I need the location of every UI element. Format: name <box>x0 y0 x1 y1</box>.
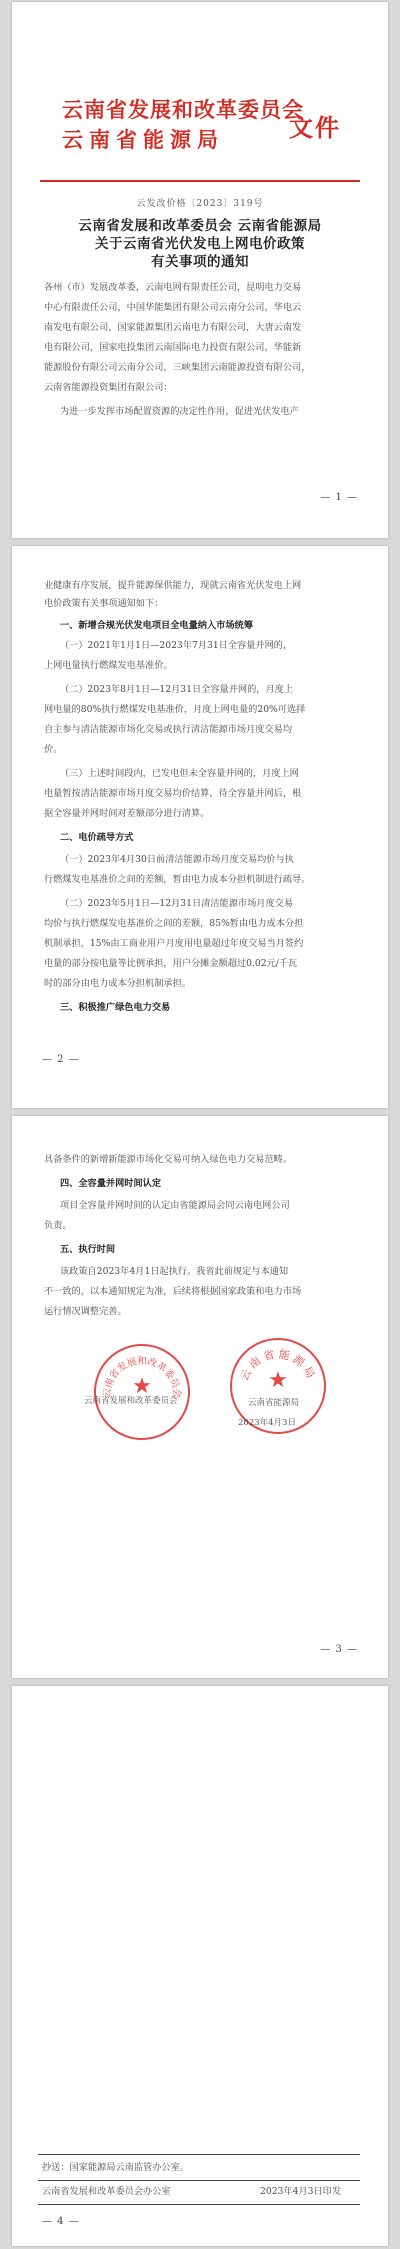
body-line: 自主参与清洁能源市场化交易或执行清洁能源市场月度交易均 <box>44 724 293 735</box>
body-line: 负责。 <box>44 1220 72 1231</box>
red-divider <box>40 180 360 182</box>
seal-star-icon: ★ <box>132 1374 152 1399</box>
document-page-2 <box>12 546 388 1108</box>
intro-line: 为进一步发挥市场配置资源的决定性作用，促进光伏发电产 <box>60 406 299 417</box>
recipient-line: 南发电有限公司，国家能源集团云南电力有限公司，大唐云南发 <box>44 322 302 333</box>
body-line: 项目全容量并网时间的认定由省能源局会同云南电网公司 <box>60 1200 290 1211</box>
body-line: 不一致的，以本通知规定为准，后续将根据国家政策和电力市场 <box>44 1286 302 1297</box>
body-line: （二）2023年8月1日—12月31日全容量并网的，月度上 <box>60 684 294 695</box>
print-date: 2023年4月3日印发 <box>260 2186 342 2197</box>
page-number: — 2 — <box>42 1054 80 1065</box>
page-number: — 3 — <box>320 1644 358 1655</box>
document-page-1 <box>12 2 388 538</box>
issuing-office: 云南省发展和改革委员会办公室 <box>42 2186 171 2197</box>
body-line: 行燃煤发电基准价之间的差额，暂由电力成本分担机制进行疏导。 <box>44 874 311 885</box>
body-line: （一）2023年4月30日前清洁能源市场月度交易均价与执 <box>60 854 294 865</box>
doc-number: 云发改价格〔2023〕319号 <box>136 199 264 209</box>
body-line: 该政策自2023年4月1日起执行。我省此前规定与本通知 <box>60 1266 289 1277</box>
section-4-heading: 四、全容量并网时间认定 <box>60 1178 162 1189</box>
cc-rule-top <box>38 2154 360 2155</box>
body-line: 电量的部分按电量等比例承担，用户分摊金额超过0.02元/千瓦 <box>44 958 298 969</box>
cc-rule-mid <box>38 2180 360 2181</box>
seal-ndrc-text: 云南省发展和改革委员会 <box>101 1356 183 1399</box>
section-2-heading: 二、电价疏导方式 <box>60 832 134 843</box>
title-line-2: 关于云南省光伏发电上网电价政策 <box>95 236 305 252</box>
body-line: 网电量的80%执行燃煤发电基准价，月度上网电量的20%可选择 <box>44 704 306 715</box>
body-line: 价。 <box>44 744 63 755</box>
body-line: （三）上述时间段内，已发电但未全容量并网的，月度上网 <box>60 768 299 779</box>
sign-date: 2023年4月3日 <box>238 1418 296 1428</box>
seal-star-icon: ★ <box>268 1368 288 1393</box>
title-line-3: 有关事项的通知 <box>151 254 249 270</box>
header-org-1: 云南省发展和改革委员会 <box>62 97 304 122</box>
page-number: — 4 — <box>42 2216 80 2227</box>
seal-ndrc <box>94 1344 190 1440</box>
cc-line: 抄送：国家能源局云南监管办公室。 <box>42 2162 189 2173</box>
page-number: — 1 — <box>320 492 358 503</box>
body-line: 时的部分由电力成本分担机制承担。 <box>44 978 191 989</box>
document-page-4 <box>12 1686 388 2246</box>
body-line: 运行情况调整完善。 <box>44 1306 127 1317</box>
header-doc-word: 文件 <box>289 113 341 142</box>
recipient-line: 中心有限责任公司，中国华能集团有限公司云南分公司，华电云 <box>44 302 302 313</box>
body-line: 电量暂按清洁能源市场月度交易均价结算，待全容量并网后，根 <box>44 788 302 799</box>
recipient-line: 能源股份有限公司云南分公司，三峡集团云南能源投资有限公司， <box>44 362 311 373</box>
signer-ndrc: 云南省发展和改革委员会 <box>84 1396 178 1406</box>
section-1-heading: 一、新增合规光伏发电项目全电量纳入市场统筹 <box>60 620 253 631</box>
document-page-3 <box>12 1116 388 1678</box>
body-line: 据全容量并网时间对差额部分进行清算。 <box>44 808 210 819</box>
body-line: 机制承担，15%由工商业用户月度用电量超过年度交易当月签约 <box>44 938 304 949</box>
body-line: 上网电量执行燃煤发电基准价。 <box>44 660 173 671</box>
title-line-1: 云南省发展和改革委员会 云南省能源局 <box>78 218 322 234</box>
section-5-heading: 五、执行时间 <box>60 1244 116 1255</box>
body-line: （一）2021年1月1日—2023年7月31日全容量并网的， <box>60 640 293 651</box>
section-3-heading: 三、积极推广绿色电力交易 <box>60 1002 171 1013</box>
body-line: （二）2023年5月1日—12月31日清洁能源市场月度交易 <box>60 898 294 909</box>
body-line: 具备条件的新增新能源市场化交易可纳入绿色电力交易范畴。 <box>44 1154 293 1165</box>
recipient-line: 云南省能源投资集团有限公司： <box>44 382 173 393</box>
header-org-2: 云南省能源局 <box>62 127 224 152</box>
recipient-line: 电有限公司，国家电投集团云南国际电力投资有限公司，华能新 <box>44 342 302 353</box>
body-line: 电价政策有关事项通知如下： <box>44 598 164 609</box>
cc-rule-bottom <box>38 2204 360 2205</box>
recipient-line: 各州（市）发展改革委，云南电网有限责任公司，昆明电力交易 <box>44 282 302 293</box>
signer-energy-bureau: 云南省能源局 <box>248 1398 300 1408</box>
body-line: 均价与执行燃煤发电基准价之间的差额，85%暂由电力成本分担 <box>44 918 304 929</box>
seal-energy-bureau-text: 云南省能源局 <box>237 1347 319 1383</box>
body-line: 业健康有序发展，提升能源保供能力，现就云南省光伏发电上网 <box>44 580 302 591</box>
